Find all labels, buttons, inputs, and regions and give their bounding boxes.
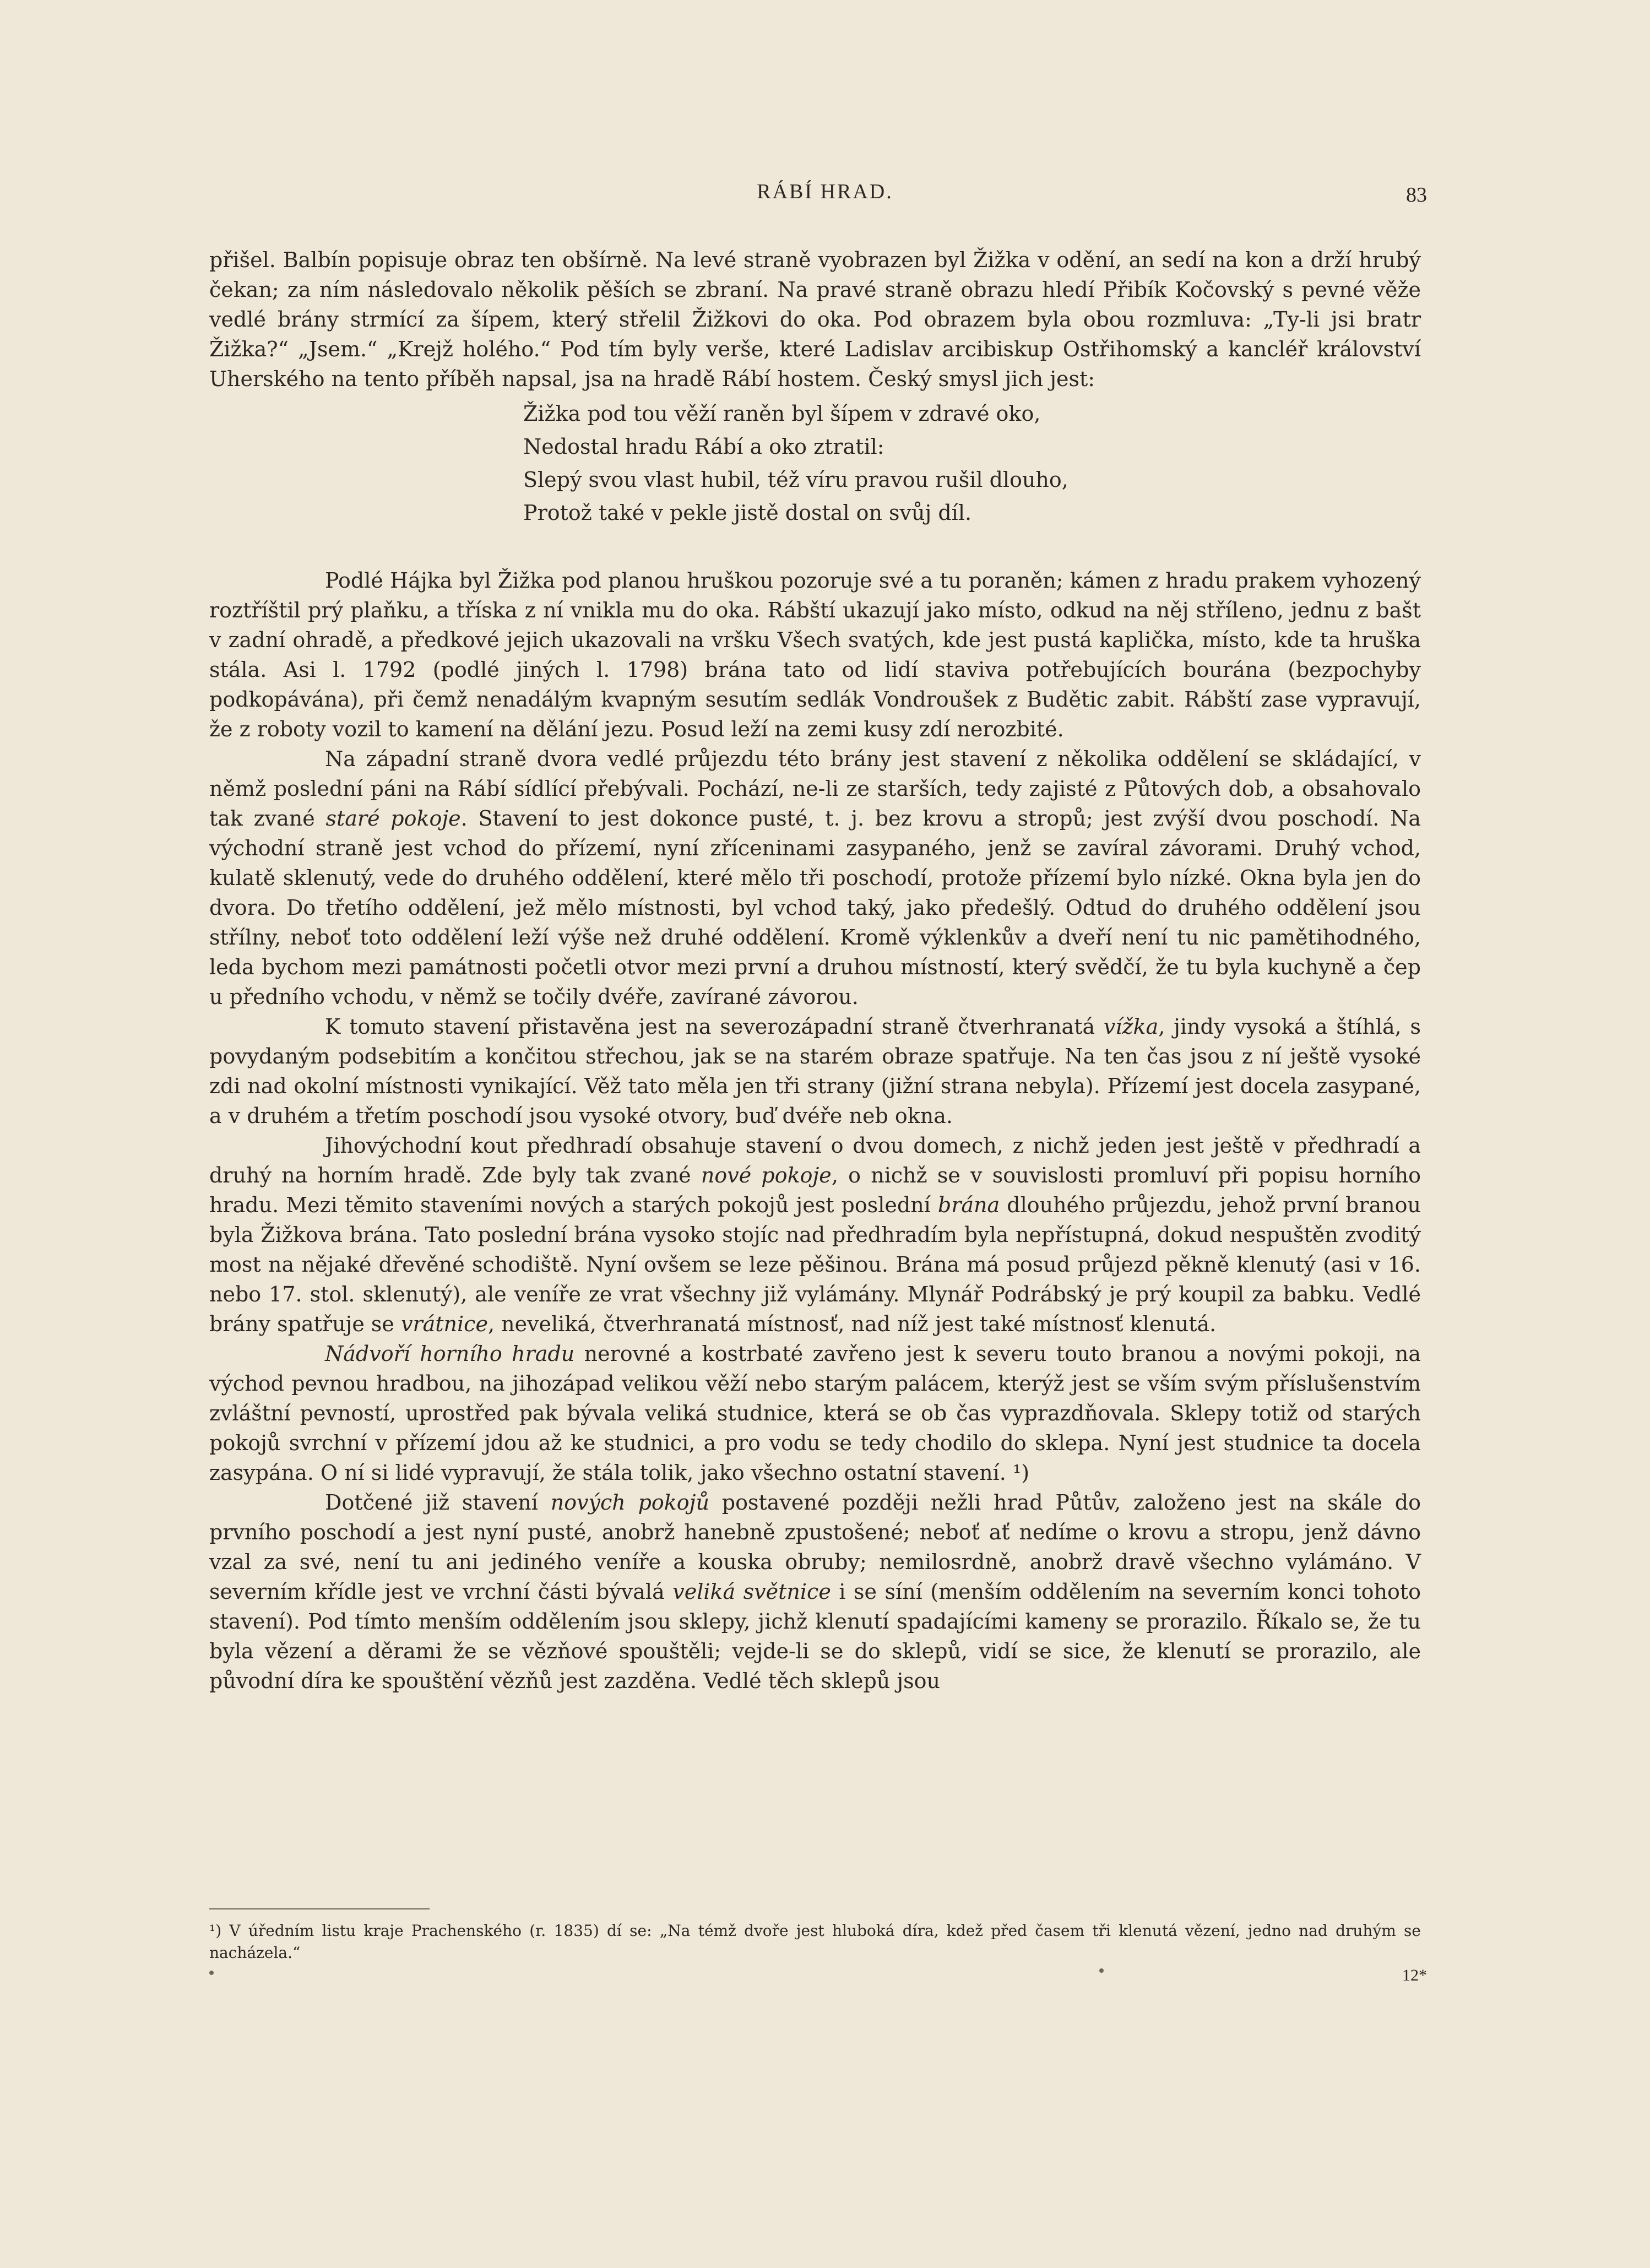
page-number: 83 — [1406, 183, 1427, 207]
italic-term: nových pokojů — [550, 1490, 709, 1515]
text-run: postavené později nežli hrad Půtův, založeno jest na skále do prvního poschodí a jest nyní pusté, anobrž hanebně zpustošené; neboť ať nedíme o krovu a stropu, jenž dávno vzal za své, není tu ani jediného veníře a kouska obruby; nemilosrdně, anobrž dravě všechno vylámáno. V severním křídle jest ve vrchní části bývalá — [209, 1490, 1421, 1604]
text-run: , o nichž se v souvislosti promluví při popisu horního hradu. Mezi těmito staveními nových a starých pokojů jest poslední — [209, 1163, 1421, 1217]
italic-term: Nádvoří horního hradu — [325, 1342, 575, 1366]
text-run: dlouhého průjezdu, jehož první branou byla Žižkova brána. Tato poslední brána vysoko stojíc nad předhradím byla nepřístupná, dokud nespuštěn zvoditý most na nějaké dřevěné schodiště. Nyní ovšem se leze pěšinou. Brána má posud průjezd pěkně klenutý (asi v 16. nebo 17. stol. sklenutý), ale veníře ze vrat všechny již vylámány. Mlynář Podrábský je prý koupil za babku. Vedlé brány spatřuje se — [209, 1193, 1421, 1336]
italic-term: nové pokoje — [701, 1163, 832, 1187]
print-fleck — [1099, 1968, 1104, 1973]
italic-term: brána — [937, 1193, 1000, 1217]
paragraph — [209, 1131, 1421, 1339]
text-run: K tomuto stavení přistavěna jest na severozápadní straně čtverhranatá — [325, 1014, 1104, 1039]
text-run: nerovné a kostrbaté zavřeno jest k severu touto branou a novými pokoji, na východ pevnou hradbou, na jihozápad velikou věží nebo starým palácem, kterýž jest se vším svým příslušenstvím zvláštní pevností, uprostřed pak bývala veliká studnice, která se ob čas vyprazdňovala. Sklepy totiž od starých pokojů svrchní v přízemí jdou až ke studnici, a pro vodu se tedy chodilo do sklepa. Nyní jest studnice ta docela zasypána. O ní si lidé vypravují, že stála tolik, jako všechno ostatní stavení. ¹) — [209, 1342, 1421, 1485]
paragraph — [209, 1339, 1421, 1488]
poem — [523, 397, 1421, 529]
print-fleck — [209, 1971, 214, 1975]
poem-line: Žižka pod tou věží raněn byl šípem v zdravé oko, — [523, 401, 1041, 426]
poem-line: Nedostal hradu Rábí a oko ztratil: — [523, 435, 884, 459]
text-run: Jihovýchodní kout předhradí obsahuje stavení o dvou domech, z nichž jeden jest ještě v předhradí a druhý na horním hradě. Zde byly tak zvané — [209, 1133, 1421, 1187]
signature-mark: 12* — [1402, 1966, 1427, 1984]
text-run: Podlé Hájka byl Žižka pod planou hruškou pozoruje své a tu poraněn; kámen z hradu prakem vyhozený roztříštil prý plaňku, a tříska z ní vnikla mu do oka. Rábští ukazují jako místo, odkud na něj stříleno, jednu z bašt v zadní ohradě, a předkové jejich ukazovali na vršku Všech svatých, kde jest pustá kaplička, místo, kde ta hruška stála. Asi l. 1792 (podlé jiných l. 1798) brána tato od lidí staviva potřebujících bourána (bezpochyby podkopávána), při čemž nenadálým kvapným sesutím sedlák Vondroušek z Budětic zabit. Rábští zase vypravují, že z roboty vozil to kamení na dělání jezu. Posud leží na zemi kusy zdí nerozbité. — [209, 568, 1421, 741]
text-run: Na západní straně dvora vedlé průjezdu této brány jest stavení z několika oddělení se skládající, v němž poslední páni na Rábí sídlící přebývali. Pochází, ne-li ze starších, tedy zajisté z Půtových dob, a obsahovalo tak zvané — [209, 747, 1421, 831]
italic-term: vížka — [1103, 1014, 1159, 1039]
poem-line: Slepý svou vlast hubil, též víru pravou rušil dlouho, — [523, 468, 1068, 492]
text-run: Dotčené již stavení — [325, 1490, 551, 1515]
text-run: . Stavení to jest dokonce pusté, t. j. bez krovu a stropů; jest zvýší dvou poschodí. Na východní straně jest vchod do přízemí, nyní zříceninami zasypaného, jenž se zavíral závorami. Druhý vchod, kulatě sklenutý, vede do druhého oddělení, které mělo tři poschodí, protože přízemí bylo nízké. Okna byla jen do dvora. Do třetího oddělení, jež mělo místnosti, byl vchod taký, jako předešlý. Odtud do druhého oddělení jsou střílny, neboť toto oddělení leží výše než druhé oddělení. Kromě výklenkův a dveří není tu nic pamětihodného, leda bychom mezi památnosti početli otvor mezi první a druhou místností, který svědčí, že tu byla kuchyně a čep u předního vchodu, v němž se točily dvéře, zavírané závorou. — [209, 806, 1421, 1009]
paragraphs — [209, 566, 1421, 1696]
text-run: i se síní (menším oddělením na severním konci tohoto stavení). Pod tímto menším oddělením jsou sklepy, jichž klenutí spadajícími kameny se prorazilo. Říkalo se, že tu byla vězení a děrami že se vězňové spouštěli; vejde-li se do sklepů, vidí se sice, že klenutí se prorazilo, ale původní díra ke spouštění vězňů jest zazděna. Vedlé těch sklepů jsou — [209, 1580, 1421, 1693]
italic-term: veliká světnice — [672, 1580, 831, 1604]
paragraph — [209, 566, 1421, 744]
paragraph — [209, 744, 1421, 1012]
paragraph-continuation — [209, 245, 1421, 394]
running-head: RÁBÍ HRAD. — [757, 180, 893, 203]
text-run: přišel. Balbín popisuje obraz ten obšírně. Na levé straně vyobrazen byl Žižka v odění, an sedí na kon a drží hrubý čekan; za ním následovalo několik pěších se zbraní. Na pravé straně obrazu hledí Přibík Kočovský s pevné věže vedlé brány strmící za šípem, který střelil Žižkovi do oka. Pod obrazem byla obou rozmluva: „Ty-li jsi bratr Žižka?“ „Jsem.“ „Krejž holého.“ Pod tím byly verše, které Ladislav arcibiskup Ostřihomský a kancléř království Uherského na tento příběh napsal, jsa na hradě Rábí hostem. Český smysl jich jest: — [209, 248, 1421, 391]
text-run: , jindy vysoká a štíhlá, s povydaným podsebitím a končitou střechou, jak se na starém obraze spatřuje. Na ten čas jsou z ní ještě vysoké zdi nad okolní místnosti vynikající. Věž tato měla jen tři strany (jižní strana nebyla). Přízemí jest docela zasypané, a v druhém a třetím poschodí jsou vysoké otvory, buď dvéře neb okna. — [209, 1014, 1421, 1128]
italic-term: staré pokoje — [325, 806, 461, 831]
page-header — [0, 180, 1650, 218]
paragraph — [209, 1012, 1421, 1131]
footnote: ¹) V úředním listu kraje Prachenského (r. 1835) dí se: „Na témž dvoře jest hluboká díra, kdež před časem tři klenutá vězení, jedno nad druhým se nacházela.“ — [209, 1922, 1421, 1962]
text-run: , neveliká, čtverhranatá místnosť, nad níž jest také místnosť klenutá. — [487, 1312, 1217, 1336]
paragraph — [209, 1488, 1421, 1696]
body-text — [209, 245, 1421, 1696]
footnote-divider — [209, 1908, 430, 1909]
italic-term: vrátnice — [400, 1312, 488, 1336]
poem-line: Protož také v pekle jistě dostal on svůj díl. — [523, 501, 972, 525]
